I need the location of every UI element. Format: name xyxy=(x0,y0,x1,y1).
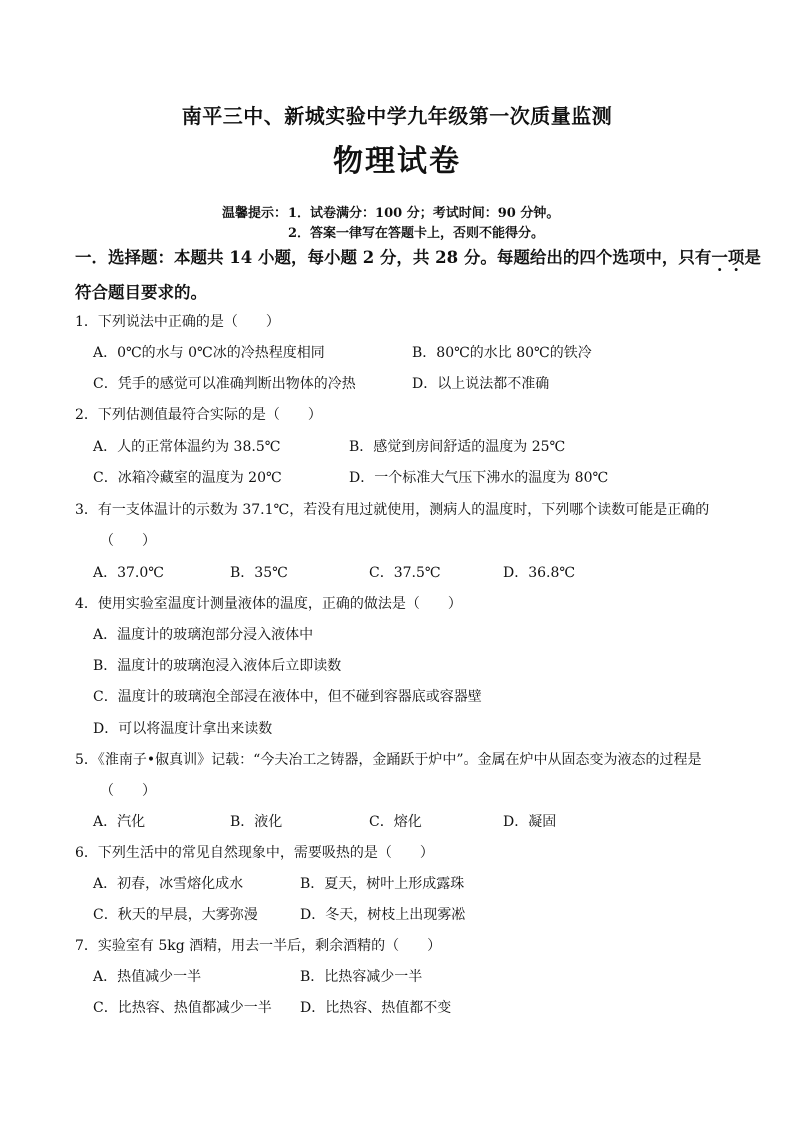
question-5-stem-cont: （ ） xyxy=(100,783,156,799)
section-heading-line-1 xyxy=(75,244,761,268)
question-4-option-a: A．温度计的玻璃泡部分浸入液体中 xyxy=(93,627,314,643)
question-7-stem: 7．实验室有 5kg 酒精，用去一半后，剩余酒精的（ ） xyxy=(75,938,442,954)
exam-title: 南平三中、新城实验中学九年级第一次质量监测 xyxy=(181,104,613,128)
question-2-stem: 2．下列估测值最符合实际的是（ ） xyxy=(75,407,322,423)
question-4-option-d: D．可以将温度计拿出来读数 xyxy=(93,721,273,737)
question-1-option-b: B．80℃的水比 80℃的铁冷 xyxy=(412,345,592,361)
exam-subtitle: 物理试卷 xyxy=(333,144,461,179)
question-1-option-c: C．凭手的感觉可以准确判断出物体的冷热 xyxy=(93,376,356,392)
question-3-option-d: D．36.8℃ xyxy=(503,565,576,581)
question-4-option-b: B．温度计的玻璃泡浸入液体后立即读数 xyxy=(93,658,342,674)
question-1-stem: 1．下列说法中正确的是（ ） xyxy=(75,314,280,330)
question-3-option-c: C．37.5℃ xyxy=(369,565,441,581)
question-6-option-b: B．夏天，树叶上形成露珠 xyxy=(300,876,465,892)
question-7-option-c: C．比热容、热值都减少一半 xyxy=(93,1000,272,1016)
question-5-option-a: A．汽化 xyxy=(93,814,146,830)
question-6-option-a: A．初春，冰雪熔化成水 xyxy=(93,876,244,892)
question-3-option-b: B．35℃ xyxy=(230,565,288,581)
tip-label: 温馨提示： xyxy=(222,206,288,221)
section-heading-text: 一．选择题：本题共 14 小题，每小题 2 分，共 28 分。每题给出的四个选项中，只有 xyxy=(75,248,712,267)
section-heading-text-end: 是 xyxy=(744,248,761,267)
section-heading-line-2: 符合题目要求的。 xyxy=(75,283,207,302)
question-6-option-d: D．冬天，树枝上出现雾凇 xyxy=(300,907,466,923)
question-6-option-c: C．秋天的早晨，大雾弥漫 xyxy=(93,907,258,923)
question-4-stem: 4．使用实验室温度计测量液体的温度，正确的做法是（ ） xyxy=(75,596,462,612)
question-6-stem: 6．下列生活中的常见自然现象中，需要吸热的是（ ） xyxy=(75,845,434,861)
question-5-option-c: C．熔化 xyxy=(369,814,422,830)
question-5-stem: 5．《淮南子•俶真训》记载：“今夫冶工之铸器，金踊跃于炉中”。金属在炉中从固态变为液态的过程是 xyxy=(75,752,702,768)
question-5-option-d: D．凝固 xyxy=(503,814,557,830)
question-1-option-a: A．0℃的水与 0℃冰的冷热程度相同 xyxy=(93,345,325,361)
question-3-stem-cont: （ ） xyxy=(100,533,156,549)
question-7-option-d: D．比热容、热值都不变 xyxy=(300,1000,452,1016)
question-7-option-a: A．热值减少一半 xyxy=(93,969,202,985)
tip-line-2: 2．答案一律写在答题卡上，否则不能得分。 xyxy=(288,226,545,241)
question-1-option-d: D．以上说法都不准确 xyxy=(412,376,550,392)
question-7-option-b: B．比热容减少一半 xyxy=(300,969,423,985)
tip-line-1: 1．试卷满分：100 分；考试时间：90 分钟。 xyxy=(288,206,560,221)
question-3-stem: 3．有一支体温计的示数为 37.1℃，若没有甩过就使用，测病人的温度时，下列哪个读数可能是正确的 xyxy=(75,502,710,518)
emphasis-dot-char-2: 项 xyxy=(727,248,745,267)
question-3-option-a: A．37.0℃ xyxy=(93,565,164,581)
question-2-option-c: C．冰箱冷藏室的温度为 20℃ xyxy=(93,470,282,486)
question-5-option-b: B．液化 xyxy=(230,814,283,830)
question-2-option-a: A．人的正常体温约为 38.5℃ xyxy=(93,439,281,455)
emphasis-dot-char-1: 一 xyxy=(711,248,728,267)
question-2-option-d: D．一个标准大气压下沸水的温度为 80℃ xyxy=(349,470,609,486)
question-2-option-b: B．感觉到房间舒适的温度为 25℃ xyxy=(349,439,566,455)
question-4-option-c: C．温度计的玻璃泡全部浸在液体中，但不碰到容器底或容器壁 xyxy=(93,689,482,705)
